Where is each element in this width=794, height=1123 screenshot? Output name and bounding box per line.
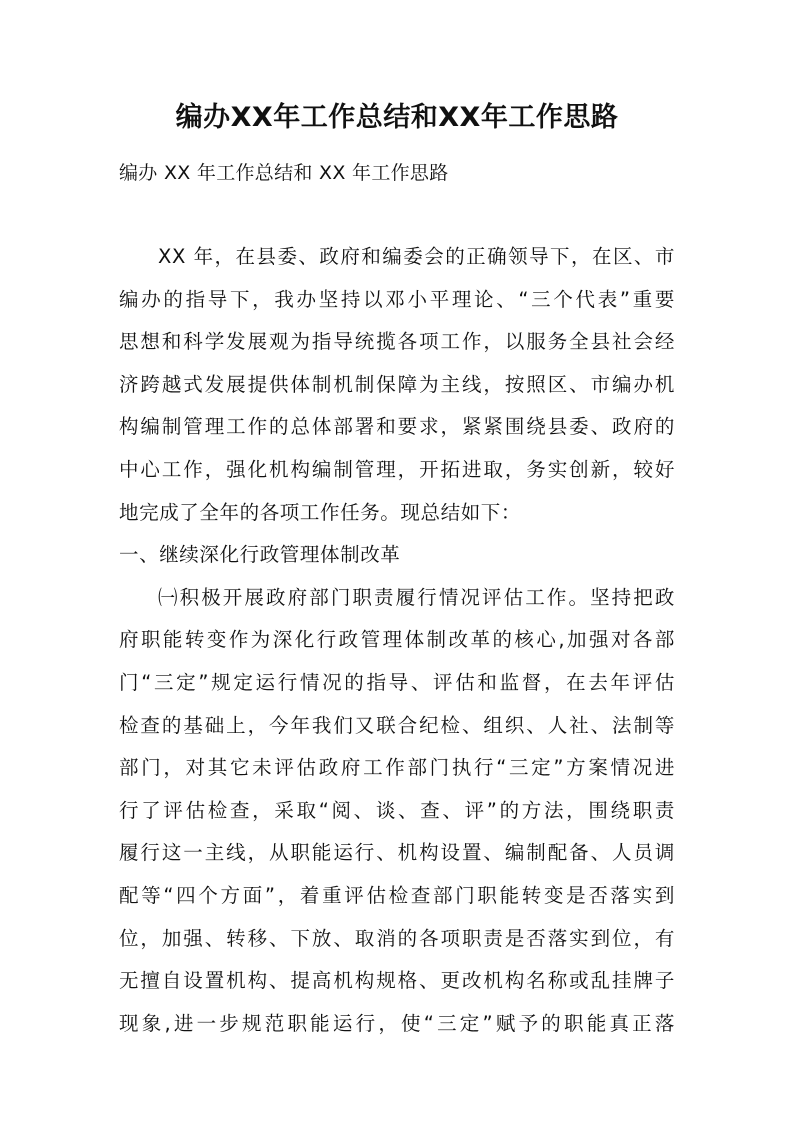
- body-line: 行了评估检查，采取“阅、谈、查、评”的方法，围绕职责: [119, 798, 675, 822]
- body-line: 府职能转变作为深化行政管理体制改革的核心,加强对各部: [119, 628, 675, 652]
- body-line: 部门，对其它未评估政府工作部门执行“三定”方案情况进: [119, 756, 675, 780]
- body-line: 现象,进一步规范职能运行，使“三定”赋予的职能真正落: [119, 1011, 675, 1035]
- body-line: 地完成了全年的各项工作任务。现总结如下：: [119, 500, 522, 524]
- body-line: 思想和科学发展观为指导统揽各项工作，以服务全县社会经: [119, 330, 675, 354]
- body-line: 位，加强、转移、下放、取消的各项职责是否落实到位，有: [119, 926, 675, 950]
- body-line: 构编制管理工作的总体部署和要求，紧紧围绕县委、政府的: [119, 415, 675, 439]
- body-line: 配等“四个方面”，着重评估检查部门职能转变是否落实到: [119, 883, 675, 907]
- document-title: 编办XX年工作总结和XX年工作思路: [175, 102, 619, 133]
- body-line: 门“三定”规定运行情况的指导、评估和监督，在去年评估: [119, 670, 675, 694]
- document-body: [119, 240, 675, 1049]
- section-heading: 一、继续深化行政管理体制改革: [119, 543, 401, 567]
- body-line: 中心工作，强化机构编制管理，开拓进取，务实创新，较好: [119, 457, 675, 481]
- body-line: ㈠积极开展政府部门职责履行情况评估工作。坚持把政: [158, 585, 675, 609]
- body-line: 履行这一主线，从职能运行、机构设置、编制配备、人员调: [119, 841, 675, 865]
- body-line: 编办的指导下，我办坚持以邓小平理论、“三个代表”重要: [119, 287, 675, 311]
- body-line: 检查的基础上，今年我们又联合纪检、组织、人社、法制等: [119, 713, 675, 737]
- body-line: 无擅自设置机构、提高机构规格、更改机构名称或乱挂牌子: [119, 969, 675, 993]
- body-line: 济跨越式发展提供体制机制保障为主线，按照区、市编办机: [119, 372, 675, 396]
- document-subtitle: 编办 XX 年工作总结和 XX 年工作思路: [119, 162, 449, 184]
- body-line: XX 年，在县委、政府和编委会的正确领导下，在区、市: [158, 245, 675, 268]
